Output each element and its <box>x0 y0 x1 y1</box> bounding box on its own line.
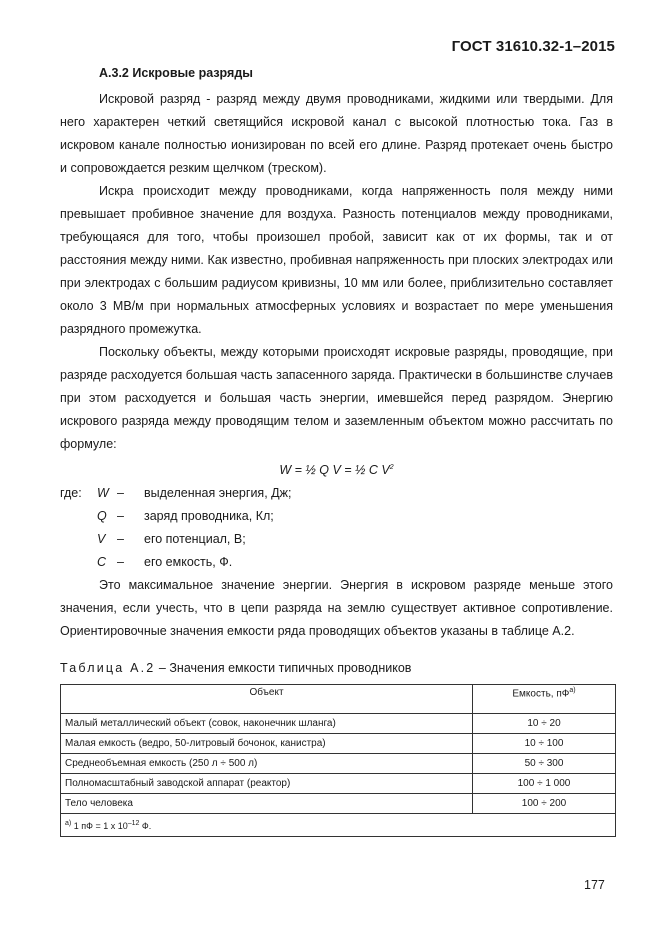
table-row <box>61 794 616 814</box>
energy-formula <box>60 456 613 482</box>
definition-row <box>60 528 613 551</box>
table-caption <box>60 661 411 675</box>
paragraph-2: Искра происходит между проводниками, когда напряженность поля между ними превышает пробивное значение для воздуха. Разность потенциалов между проводниками, требующаяся для того, чтобы произошел пробой, зависит как от их формы, так и от расстояния между ними. Как известно, пробивная напряженность при плоских электродах или при электродах с большим радиусом кривизны, 10 мм или более, приблизительно составляет около 3 МВ/м при нормальных атмосферных условиях и возрастает по мере уменьшения разрядного промежутка. <box>60 184 613 336</box>
paragraph-3: Поскольку объекты, между которыми происходят искровые разряды, проводящие, при разряде расходуется большая часть запасенного заряда. Практически в большинстве случаев при этом расходуется и большая часть энергии, имевшейся перед разрядом. Энергию искрового разряда между проводящим телом и заземленным объектом можно рассчитать по формуле: <box>60 345 613 451</box>
body-text <box>60 88 613 643</box>
definition-symbol: V <box>97 532 106 547</box>
definition-text: выделенная энергия, Дж; <box>144 486 292 501</box>
capacity-table <box>60 684 616 837</box>
cell-capacity: 10 ÷ 20 <box>473 714 616 734</box>
cell-object: Тело человека <box>61 794 473 814</box>
paragraph-1: Искровой разряд - разряд между двумя проводниками, жидкими или твердыми. Для него характерен четкий светящийся искровой канал с высокой плотностью тока. Газ в искровом канале полностью ионизирован по всей его длине. Разряд протекает очень быстро и сопровождается резким щелчком (треском). <box>60 92 613 175</box>
table-row <box>61 774 616 794</box>
formula-main: W = ½ Q V = ½ C V <box>279 463 390 478</box>
table-footnote <box>61 814 616 837</box>
paragraph-4: Это максимальное значение энергии. Энергия в искровом разряде меньше этого значения, если учесть, что в цепи разряда на землю существует активное сопротивление. Ориентировочные значения емкости ряда проводящих объектов указаны в таблице А.2. <box>60 578 613 639</box>
header-object: Объект <box>61 685 473 714</box>
formula-exponent: 2 <box>389 464 394 471</box>
definition-row <box>60 505 613 528</box>
definition-text: его потенциал, В; <box>144 532 246 547</box>
standard-number: ГОСТ 31610.32-1–2015 <box>451 38 615 55</box>
cell-object: Среднеобъемная емкость (250 л ÷ 500 л) <box>61 754 473 774</box>
table-row <box>61 714 616 734</box>
cell-capacity: 10 ÷ 100 <box>473 734 616 754</box>
header-capacity <box>473 685 616 714</box>
cell-object: Полномасштабный заводской аппарат (реактор) <box>61 774 473 794</box>
definition-symbol: C <box>97 555 107 570</box>
table-caption-label: Таблица А.2 <box>60 661 156 675</box>
cell-capacity: 100 ÷ 1 000 <box>473 774 616 794</box>
definition-dash: – <box>117 555 124 570</box>
header-capacity-note: а) <box>569 687 576 694</box>
cell-capacity: 100 ÷ 200 <box>473 794 616 814</box>
footnote-mark: а) <box>65 819 72 827</box>
table-row <box>61 754 616 774</box>
cell-object: Малая емкость (ведро, 50-литровый бочонок, канистра) <box>61 734 473 754</box>
definition-dash: – <box>117 532 124 547</box>
definition-text: его емкость, Ф. <box>144 555 233 570</box>
footnote-tail: Ф. <box>139 820 152 831</box>
definition-symbol: W <box>97 486 109 501</box>
table-caption-title: Значения емкости типичных проводников <box>169 661 412 675</box>
definition-row <box>60 551 613 574</box>
definition-dash: – <box>117 509 124 524</box>
table-row <box>61 734 616 754</box>
cell-object: Малый металлический объект (совок, наконечник шланга) <box>61 714 473 734</box>
definition-symbol: Q <box>97 509 107 524</box>
definition-row <box>60 482 613 505</box>
definition-text: заряд проводника, Кл; <box>144 509 274 524</box>
table-header-row <box>61 685 616 714</box>
table-footnote-row <box>61 814 616 837</box>
definition-dash: – <box>117 486 124 501</box>
header-capacity-label: Емкость, пФ <box>512 688 570 700</box>
footnote-text: 1 пФ = 1 х 10 <box>71 820 128 831</box>
page-number: 177 <box>584 878 605 892</box>
section-title: А.3.2 Искровые разряды <box>99 66 253 80</box>
footnote-exponent: –12 <box>127 819 140 827</box>
definitions-lead: где: <box>60 486 82 501</box>
cell-capacity: 50 ÷ 300 <box>473 754 616 774</box>
formula-definitions <box>60 482 613 574</box>
table-caption-separator: – <box>155 661 170 675</box>
